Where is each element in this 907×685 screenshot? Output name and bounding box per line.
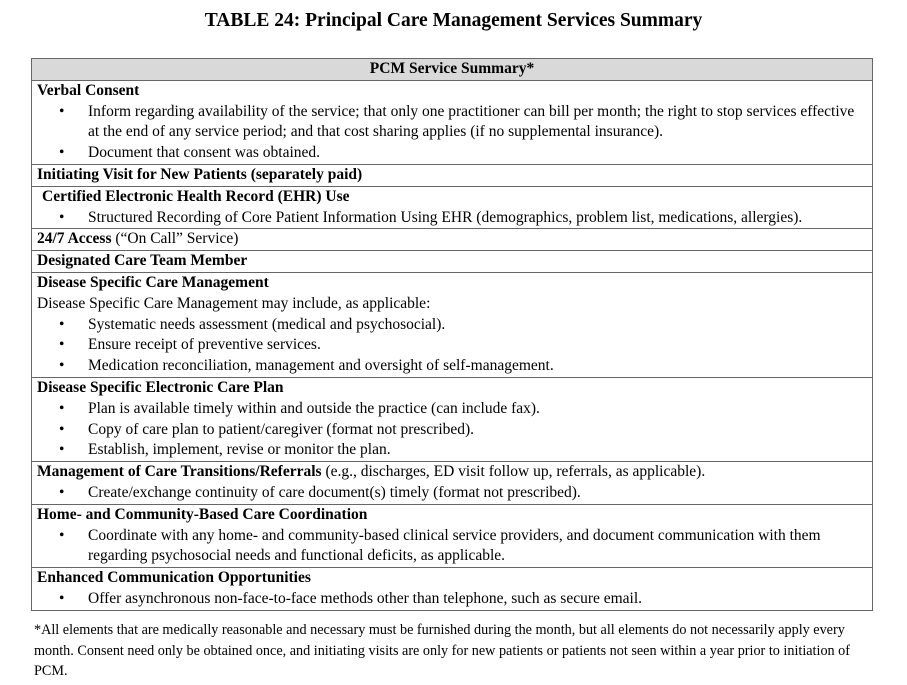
section-community-coordination [32,504,873,567]
section-heading: Verbal Consent [37,81,140,99]
bullet-list [37,526,872,568]
section-care-transitions [32,462,873,505]
list-item: • Establish, implement, revise or monitor the plan. [37,440,872,461]
bullet-list [37,399,872,461]
section-enhanced-communication [32,568,873,611]
section-heading: 24/7 Access [37,230,112,248]
section-ehr [32,186,873,229]
list-item: • Structured Recording of Core Patient Information Using EHR (demographics, problem list, medications, allergies). [37,208,872,229]
bullet-list [37,483,872,504]
section-intro: Disease Specific Care Management may include, as applicable: [37,294,431,312]
section-care-team [32,251,873,273]
list-item: • Document that consent was obtained. [37,143,872,164]
section-heading: Designated Care Team Member [37,252,248,270]
table-row [32,251,873,273]
bullet-list [37,102,872,164]
pcm-summary-table [31,58,873,611]
list-item: • Create/exchange continuity of care document(s) timely (format not prescribed). [37,483,872,504]
bullet-list [37,315,872,377]
list-item: • Coordinate with any home- and community-based clinical service providers, and document communication with them regarding psychosocial needs and functional deficits, as applicable. [37,526,872,568]
table-row [32,504,873,567]
list-item: • Medication reconciliation, management and oversight of self-management. [37,356,872,377]
section-heading-rest: (e.g., discharges, ED visit follow up, referrals, as applicable). [321,463,706,481]
table-header-row [32,59,873,81]
table-title: TABLE 24: Principal Care Management Services Summary [204,10,703,31]
section-heading: Enhanced Communication Opportunities [37,569,311,587]
table-row [32,272,873,377]
section-verbal-consent [32,80,873,164]
section-heading-rest: (“On Call” Service) [111,230,239,248]
section-heading: Home- and Community-Based Care Coordination [37,505,368,523]
list-item: • Offer asynchronous non-face-to-face methods other than telephone, such as secure email. [37,589,872,610]
section-heading: Certified Electronic Health Record (EHR) Use [42,187,350,205]
section-access [32,229,873,251]
bullet-list [37,589,872,610]
section-heading: Disease Specific Care Management [37,273,269,291]
section-heading: Management of Care Transitions/Referrals [37,463,322,481]
section-heading: Initiating Visit for New Patients (separately paid) [37,165,363,183]
section-initiating-visit [32,164,873,186]
section-care-plan [32,377,873,461]
list-item: • Ensure receipt of preventive services. [37,335,872,356]
table-footnote: *All elements that are medically reasonable and necessary must be furnished during the month, but all elements do not necessarily apply every month. Consent need only be obtained once, and initiating visits are only for new patients or patients not seen within a year prior to initiation of PCM. [34,622,850,680]
list-item: • Plan is available timely within and outside the practice (can include fax). [37,399,872,420]
table-row [32,462,873,505]
list-item: • Inform regarding availability of the service; that only one practitioner can bill per month; the right to stop services effective at the end of any service period; and that cost sharing applies (if no supplemental insurance). [37,102,872,144]
table-row [32,568,873,611]
section-heading: Disease Specific Electronic Care Plan [37,378,284,396]
bullet-list [37,208,872,229]
list-item: • Copy of care plan to patient/caregiver (format not prescribed). [37,420,872,441]
table-row [32,164,873,186]
table-header: PCM Service Summary* [32,59,873,81]
table-row [32,229,873,251]
table-row [32,80,873,164]
section-disease-management [32,272,873,377]
list-item: • Systematic needs assessment (medical and psychosocial). [37,315,872,336]
table-row [32,377,873,461]
table-row [32,186,873,229]
